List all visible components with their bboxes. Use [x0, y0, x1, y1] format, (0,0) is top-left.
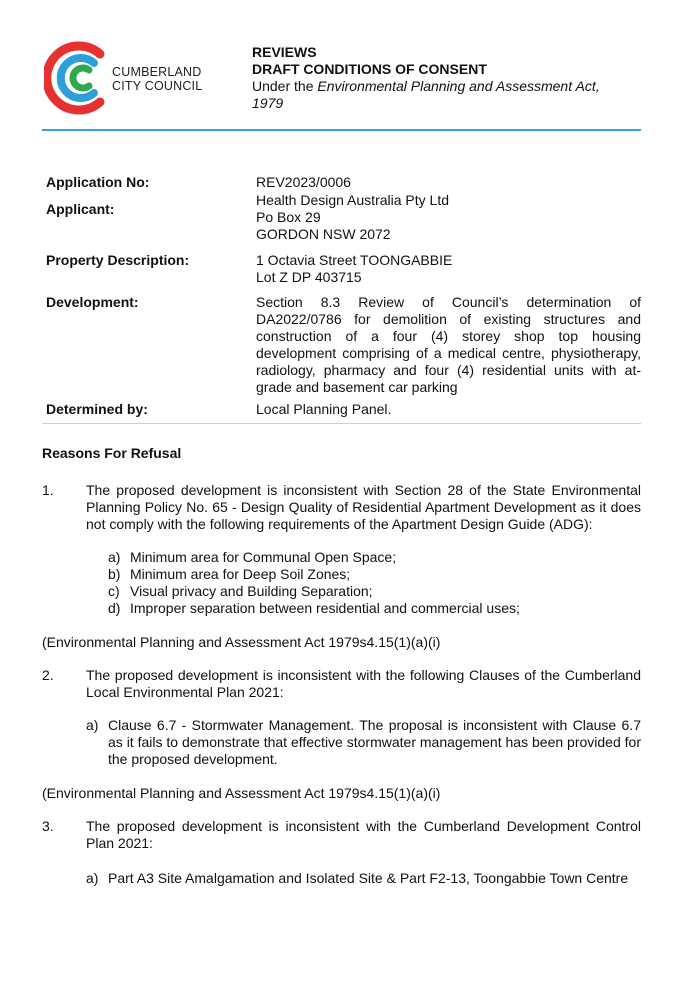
reason-text: The proposed development is inconsistent with Section 28 of the State Environmental Planning Policy No. 65 - Design Quality of Residential Apartment Development as it does not comply with the following requirements of the Apartment Design Guide (ADG):	[86, 482, 641, 532]
council-logo-icon	[44, 38, 116, 118]
reasons-section	[42, 445, 641, 906]
council-name-line2: CITY COUNCIL	[112, 79, 203, 93]
property-value	[256, 252, 641, 294]
header-divider	[42, 129, 641, 131]
reason-item	[42, 482, 641, 533]
header-title-reviews: REVIEWS	[252, 44, 317, 60]
council-name	[112, 65, 202, 93]
sub-item-letter: c)	[108, 583, 120, 599]
reason-text: The proposed development is inconsistent with the Cumberland Development Control Plan 2021:	[86, 818, 641, 851]
sub-item-text: Minimum area for Communal Open Space;	[130, 549, 397, 565]
header-act-year	[252, 95, 644, 112]
reason-number: 2.	[42, 667, 54, 683]
council-logo	[44, 38, 219, 118]
applicant-line: Po Box 29	[256, 209, 321, 225]
act-reference: (Environmental Planning and Assessment Act 1979s4.15(1)(a)(i)	[42, 785, 441, 801]
reason-number: 3.	[42, 818, 54, 834]
sub-item	[108, 583, 641, 600]
reason-sublist	[42, 549, 641, 617]
header-under: Under the	[252, 78, 318, 94]
application-no-label: Application No:	[46, 174, 150, 190]
header-title-draft: DRAFT CONDITIONS OF CONSENT	[252, 61, 487, 77]
applicant-label: Applicant:	[46, 201, 115, 217]
sub-item-text: Minimum area for Deep Soil Zones;	[130, 566, 351, 582]
sub-item	[108, 549, 641, 566]
reason-item	[42, 667, 641, 701]
header-act-line	[252, 78, 644, 95]
application-details	[42, 174, 641, 424]
sub-item-letter: a)	[86, 870, 99, 886]
detail-row-application-no	[42, 174, 641, 192]
sub-item	[86, 717, 641, 768]
detail-row-development	[42, 294, 641, 401]
detail-row-applicant	[42, 192, 641, 252]
development-label: Development:	[46, 294, 139, 310]
reason-number: 1.	[42, 482, 54, 498]
reason-text: The proposed development is inconsistent with the following Clauses of the Cumberland Local Environmental Plan 2021:	[86, 667, 641, 700]
sub-item-letter: a)	[108, 549, 121, 565]
detail-row-determined-by	[42, 401, 641, 424]
reason-item	[42, 818, 641, 852]
sub-item-letter: b)	[108, 566, 121, 582]
sub-item	[86, 868, 641, 889]
sub-item-text: Improper separation between residential and commercial uses;	[130, 600, 520, 616]
applicant-value	[256, 192, 641, 252]
property-label: Property Description:	[46, 252, 190, 268]
reasons-title: Reasons For Refusal	[42, 445, 182, 461]
sub-item-letter: a)	[86, 717, 99, 733]
sub-item	[108, 566, 641, 583]
determined-label: Determined by:	[46, 401, 148, 417]
property-line: 1 Octavia Street TOONGABBIE	[256, 252, 453, 268]
applicant-line: GORDON NSW 2072	[256, 226, 391, 242]
document-header	[252, 44, 644, 112]
act-reference: (Environmental Planning and Assessment Act 1979s4.15(1)(a)(i)	[42, 634, 441, 650]
sub-item-text: Clause 6.7 - Stormwater Management. The proposal is inconsistent with Clause 6.7 as it fails to demonstrate that effective stormwater management has been provided for the proposed development.	[108, 717, 641, 767]
header-act-name: Environmental Planning and Assessment Act,	[317, 78, 600, 94]
property-line: Lot Z DP 403715	[256, 269, 362, 285]
detail-row-property	[42, 252, 641, 294]
reason-sublist	[42, 868, 641, 889]
sub-item-text: Part A3 Site Amalgamation and Isolated Site & Part F2-13, Toongabbie Town Centre	[108, 870, 629, 886]
sub-item-letter: d)	[108, 600, 121, 616]
determined-value: Local Planning Panel.	[256, 401, 392, 417]
reason-sublist	[42, 717, 641, 768]
sub-item	[108, 600, 641, 617]
application-no-value: REV2023/0006	[256, 174, 351, 190]
sub-item-text: Visual privacy and Building Separation;	[130, 583, 373, 599]
header-act-year-text: 1979	[252, 95, 284, 111]
council-name-line1: CUMBERLAND	[112, 65, 202, 79]
development-value: Section 8.3 Review of Council’s determination of DA2022/0786 for demolition of existing structures and construction of a four (4) storey shop top housing development comprising of a medical centre, physiotherapy, radiology, pharmacy and four (4) residential units with at-grade and basement car parking	[256, 294, 641, 395]
applicant-line: Health Design Australia Pty Ltd	[256, 192, 449, 208]
